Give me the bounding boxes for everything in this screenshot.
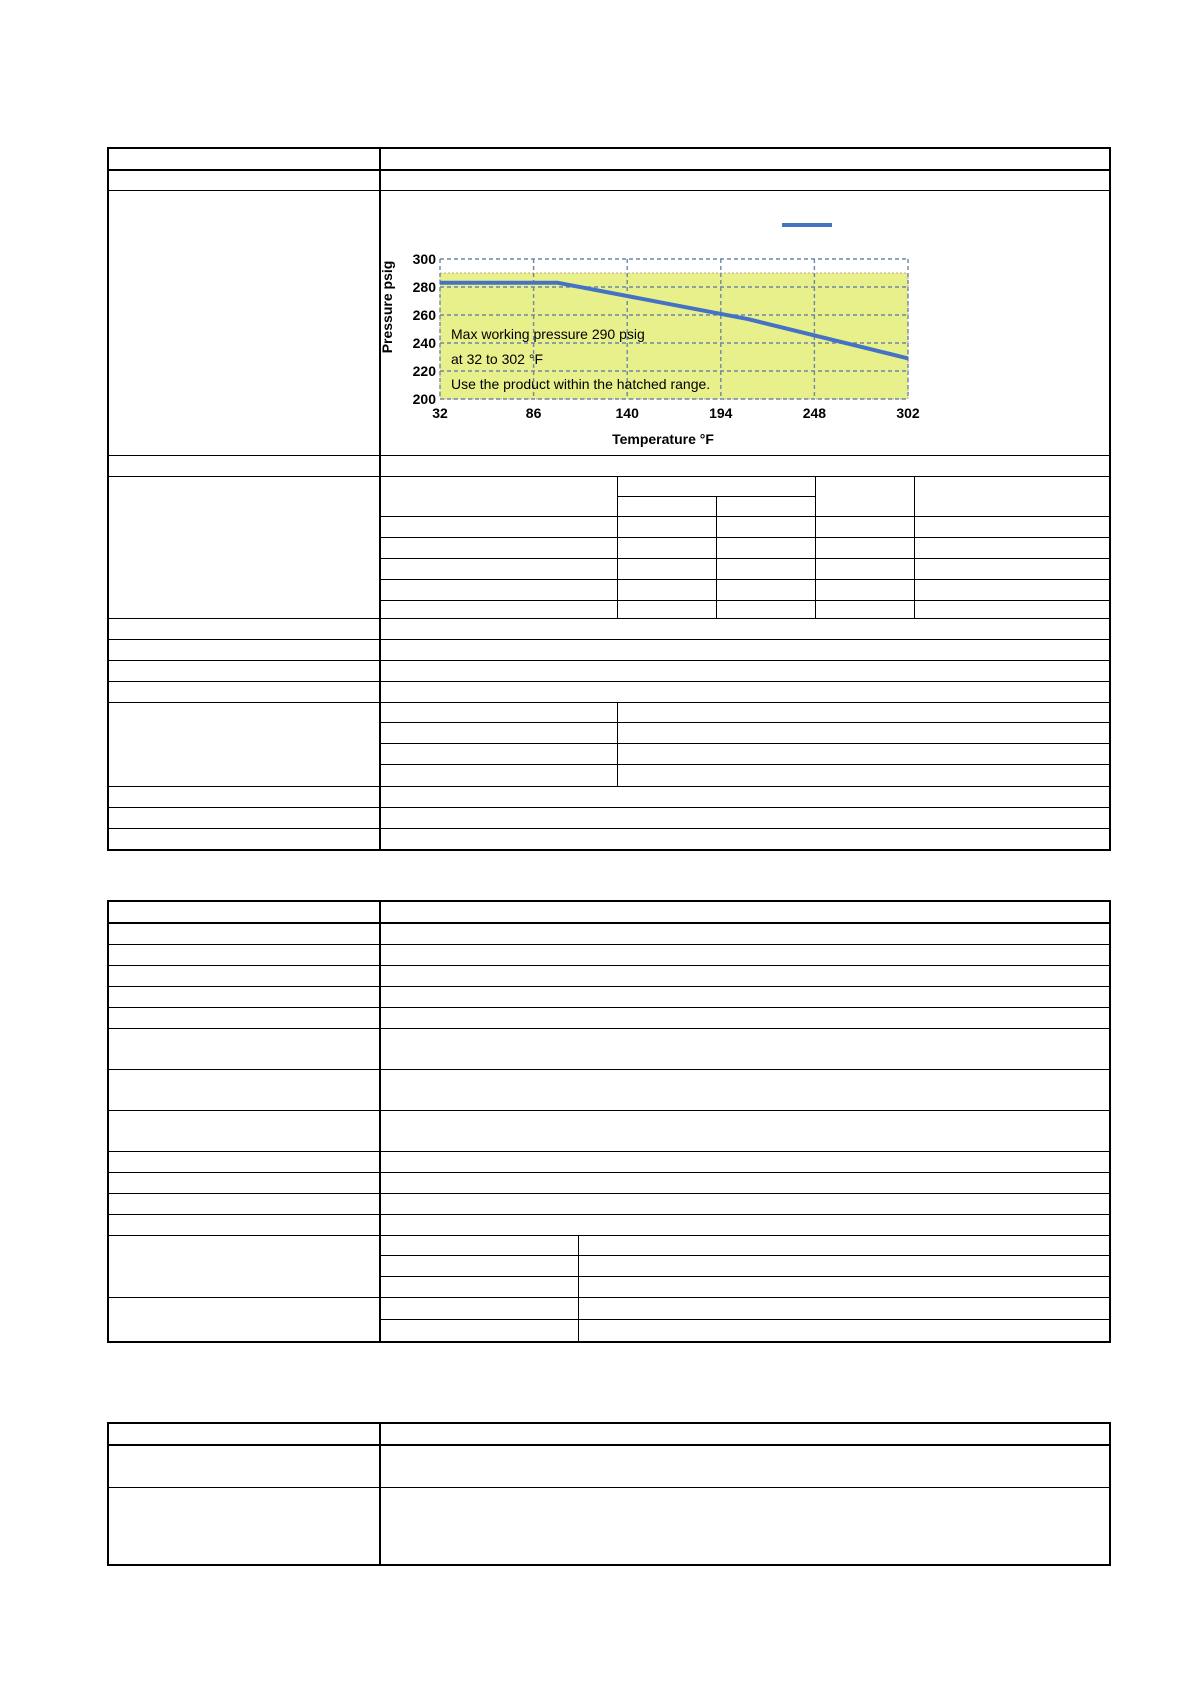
x-axis-label: Temperature °F — [612, 431, 714, 447]
y-tick-label-4: 280 — [412, 279, 436, 295]
sub-table-ratings — [380, 476, 1109, 618]
header-row-divider — [109, 1444, 1109, 1446]
sub-table-pairs — [380, 702, 1109, 786]
x-tick-label-3: 194 — [709, 405, 733, 421]
spec-table-2 — [107, 900, 1111, 1343]
y-tick-label-0: 200 — [412, 391, 436, 407]
annotation-hatched-range: Use the product within the hatched range. — [451, 376, 711, 392]
spec-table-3 — [107, 1422, 1111, 1566]
y-tick-label-1: 220 — [412, 363, 436, 379]
y-tick-label-2: 240 — [412, 335, 436, 351]
sub-table-pairs-2 — [380, 1235, 1109, 1341]
x-tick-label-5: 302 — [896, 405, 920, 421]
x-tick-label-0: 32 — [432, 405, 448, 421]
y-axis-label: Pressure psig — [379, 260, 395, 354]
annotation-temp-range: at 32 to 302 °F — [451, 351, 543, 367]
legend-swatch — [782, 223, 832, 227]
y-tick-label-5: 300 — [412, 251, 436, 267]
y-tick-label-3: 260 — [412, 307, 436, 323]
x-tick-label-4: 248 — [802, 405, 827, 421]
pressure-temperature-chart — [375, 205, 935, 450]
x-tick-label-2: 140 — [615, 405, 639, 421]
annotation-max-pressure: Max working pressure 290 psig — [451, 326, 645, 342]
x-tick-label-1: 86 — [525, 405, 542, 421]
header-row-divider — [109, 169, 1109, 171]
header-row-divider — [109, 922, 1109, 924]
